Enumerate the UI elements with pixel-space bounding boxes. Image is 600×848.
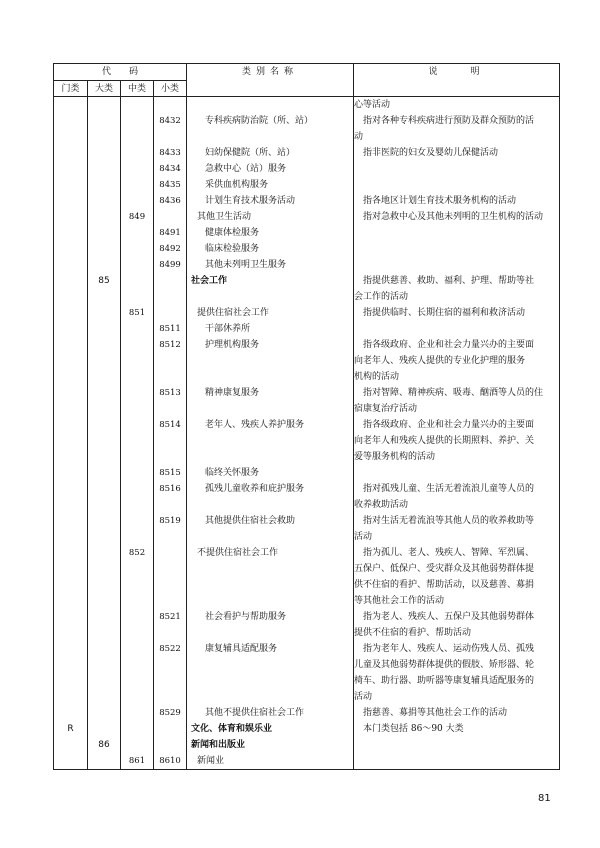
desc-header: 说 明 (354, 64, 560, 97)
category-name: 新闻和出版业 (187, 737, 354, 753)
small-code: 8499 (154, 257, 187, 273)
mid-code (121, 257, 154, 273)
category-name: 不提供住宿社会工作 (187, 545, 354, 609)
big-code (88, 145, 121, 161)
door-code (54, 193, 88, 209)
description-line: 指非医院的妇女及婴幼儿保健活动 (363, 148, 499, 158)
page-number: 81 (538, 793, 551, 804)
category-name: 其他未列明卫生服务 (187, 257, 354, 273)
table-row (54, 753, 560, 770)
table-row (54, 385, 560, 417)
category-name: 社会看护与帮助服务 (187, 609, 354, 641)
mid-header: 中类 (121, 81, 154, 97)
description (354, 481, 560, 513)
description (354, 177, 560, 193)
door-code (54, 545, 88, 609)
small-code: 8610 (154, 753, 187, 770)
mid-code (121, 609, 154, 641)
small-code: 8512 (154, 337, 187, 385)
description (354, 257, 560, 273)
description-line: 爱等服务机构的活动 (354, 452, 436, 462)
description-line: 会工作的活动 (354, 292, 409, 302)
mid-code (121, 737, 154, 753)
description (354, 337, 560, 385)
small-code: 8492 (154, 241, 187, 257)
table-row (54, 257, 560, 273)
category-name: 孤残儿童收养和庇护服务 (187, 481, 354, 513)
description (354, 545, 560, 609)
description-line: 指为孤儿、老人、残疾人、智障、军烈属、 (363, 548, 535, 558)
big-code (88, 257, 121, 273)
table-row (54, 177, 560, 193)
door-code (54, 225, 88, 241)
door-code (54, 273, 88, 305)
category-name: 护理机构服务 (187, 337, 354, 385)
mid-code (121, 193, 154, 209)
category-name: 精神康复服务 (187, 385, 354, 417)
category-name: 康复辅具适配服务 (187, 641, 354, 705)
category-name: 临床检验服务 (187, 241, 354, 257)
table-row (54, 545, 560, 609)
description-line: 提供不住宿的看护、帮助活动 (354, 628, 472, 638)
small-code: 8521 (154, 609, 187, 641)
category-name: 妇幼保健院（所、站） (187, 145, 354, 161)
description-line: 动 (354, 132, 364, 142)
door-code (54, 385, 88, 417)
big-code (88, 465, 121, 481)
description-line: 指对各种专科疾病进行预防及群众预防的活 (363, 116, 535, 126)
mid-code (121, 113, 154, 145)
category-name: 专科疾病防治院（所、站） (187, 113, 354, 145)
mid-code (121, 241, 154, 257)
mid-code (121, 705, 154, 721)
small-code: 8515 (154, 465, 187, 481)
big-code (88, 209, 121, 225)
table-row (54, 705, 560, 721)
description (354, 705, 560, 721)
big-code (88, 721, 121, 737)
small-code: 8513 (154, 385, 187, 417)
big-code (88, 177, 121, 193)
small-code: 8435 (154, 177, 187, 193)
mid-code (121, 513, 154, 545)
description (354, 209, 560, 225)
table-row (54, 609, 560, 641)
small-code (154, 273, 187, 305)
door-code (54, 641, 88, 705)
description (354, 305, 560, 321)
big-code (88, 609, 121, 641)
small-code: 8519 (154, 513, 187, 545)
description (354, 145, 560, 161)
description (354, 273, 560, 305)
door-code (54, 321, 88, 337)
table-row (54, 321, 560, 337)
table-row (54, 161, 560, 177)
description-line: 指对智障、精神疾病、吸毒、酗酒等人员的住 (363, 388, 544, 398)
door-code (54, 465, 88, 481)
description-line: 儿童及其他弱势群体提供的假肢、矫形器、轮 (354, 660, 535, 670)
category-name: 其他提供住宿社会救助 (187, 513, 354, 545)
description-line: 向老年人和残疾人提供的长期照料、养护、关 (354, 436, 535, 446)
big-code (88, 513, 121, 545)
big-code (88, 417, 121, 465)
description (354, 97, 560, 114)
big-code (88, 641, 121, 705)
table-row (54, 465, 560, 481)
description-line: 向老年人、残疾人提供的专业化护理的服务 (354, 356, 526, 366)
description-line: 收养救助活动 (354, 500, 409, 510)
door-code (54, 257, 88, 273)
door-code (54, 177, 88, 193)
mid-code (121, 641, 154, 705)
description (354, 113, 560, 145)
small-code (154, 721, 187, 737)
description-line: 椅车、助行器、助听器等康复辅具适配服务的 (354, 676, 535, 686)
classification-table (53, 63, 560, 770)
big-code (88, 337, 121, 385)
table-row (54, 641, 560, 705)
table-row (54, 113, 560, 145)
category-name: 急救中心（站）服务 (187, 161, 354, 177)
table-row (54, 241, 560, 257)
description-line: 供不住宿的看护、帮助活动，以及慈善、募捐 (354, 580, 535, 590)
category-name: 文化、体育和娱乐业 (187, 721, 354, 737)
category-name: 社会工作 (187, 273, 354, 305)
door-header: 门类 (54, 81, 88, 97)
mid-code (121, 145, 154, 161)
table-row (54, 417, 560, 465)
category-name (187, 97, 354, 114)
description (354, 417, 560, 465)
description-line: 本门类包括 86～90 大类 (363, 724, 464, 734)
table-row (54, 225, 560, 241)
description (354, 161, 560, 177)
mid-code (121, 465, 154, 481)
small-code (154, 545, 187, 609)
big-code (88, 321, 121, 337)
category-name: 采供血机构服务 (187, 177, 354, 193)
description (354, 513, 560, 545)
table-body (54, 97, 560, 770)
door-code (54, 209, 88, 225)
big-code (88, 705, 121, 721)
door-code (54, 161, 88, 177)
mid-code (121, 417, 154, 465)
table-row (54, 193, 560, 209)
table-row (54, 305, 560, 321)
big-code (88, 193, 121, 209)
description-line: 活动 (354, 692, 373, 702)
small-code: 8436 (154, 193, 187, 209)
description-line: 指各地区计划生育技术服务机构的活动 (363, 196, 517, 206)
description (354, 193, 560, 209)
small-code: 8491 (154, 225, 187, 241)
small-code (154, 737, 187, 753)
table-row (54, 97, 560, 114)
big-code (88, 113, 121, 145)
door-code (54, 337, 88, 385)
description (354, 385, 560, 417)
table-row (54, 481, 560, 513)
door-code (54, 737, 88, 753)
description (354, 609, 560, 641)
small-header: 小类 (154, 81, 187, 97)
mid-code: 852 (121, 545, 154, 609)
big-code (88, 97, 121, 114)
door-code (54, 417, 88, 465)
mid-code (121, 721, 154, 737)
category-name: 老年人、残疾人养护服务 (187, 417, 354, 465)
description-line: 心等活动 (354, 100, 391, 110)
big-code (88, 481, 121, 513)
mid-code (121, 321, 154, 337)
description-line: 等其他社会工作的活动 (354, 596, 445, 606)
mid-code (121, 161, 154, 177)
description-line: 指对孤残儿童、生活无着流浪儿童等人员的 (363, 484, 535, 494)
category-name: 临终关怀服务 (187, 465, 354, 481)
big-header: 大类 (88, 81, 121, 97)
door-code (54, 113, 88, 145)
table-row (54, 337, 560, 385)
small-code: 8432 (154, 113, 187, 145)
mid-code (121, 337, 154, 385)
door-code: R (54, 721, 88, 737)
mid-code (121, 481, 154, 513)
category-name: 计划生育技术服务活动 (187, 193, 354, 209)
description (354, 641, 560, 705)
category-name: 新闻业 (187, 753, 354, 770)
small-code: 8514 (154, 417, 187, 465)
small-code: 8511 (154, 321, 187, 337)
description-line: 指对生活无着流浪等其他人员的收养救助等 (363, 516, 535, 526)
big-code (88, 545, 121, 609)
big-code (88, 385, 121, 417)
table-row (54, 145, 560, 161)
description (354, 465, 560, 481)
big-code (88, 225, 121, 241)
door-code (54, 241, 88, 257)
mid-code (121, 225, 154, 241)
description-line: 指各级政府、企业和社会力量兴办的主要面 (363, 340, 535, 350)
code-header: 代 码 (54, 64, 187, 81)
door-code (54, 513, 88, 545)
mid-code (121, 385, 154, 417)
big-code: 85 (88, 273, 121, 305)
description-line: 指各级政府、企业和社会力量兴办的主要面 (363, 420, 535, 430)
category-name: 干部休养所 (187, 321, 354, 337)
door-code (54, 481, 88, 513)
description-line: 指提供临时、长期住宿的福利和救济活动 (363, 308, 526, 318)
description (354, 753, 560, 770)
table-row (54, 209, 560, 225)
description-line: 活动 (354, 532, 373, 542)
table-row (54, 721, 560, 737)
description-line: 五保户、低保户、受灾群众及其他弱势群体提 (354, 564, 535, 574)
mid-code (121, 177, 154, 193)
description (354, 241, 560, 257)
small-code: 8433 (154, 145, 187, 161)
category-name: 健康体检服务 (187, 225, 354, 241)
big-code (88, 161, 121, 177)
category-name: 提供住宿社会工作 (187, 305, 354, 321)
table-header (54, 64, 560, 97)
small-code (154, 305, 187, 321)
description-line: 指为老年人、残疾人、运动伤残人员、孤残 (363, 644, 535, 654)
door-code (54, 305, 88, 321)
small-code: 8522 (154, 641, 187, 705)
table-row (54, 513, 560, 545)
door-code (54, 753, 88, 770)
mid-code (121, 273, 154, 305)
description (354, 321, 560, 337)
table-row (54, 273, 560, 305)
table-row (54, 737, 560, 753)
description (354, 721, 560, 737)
door-code (54, 609, 88, 641)
big-code (88, 305, 121, 321)
big-code (88, 753, 121, 770)
small-code: 8516 (154, 481, 187, 513)
mid-code (121, 97, 154, 114)
door-code (54, 145, 88, 161)
category-name: 其他不提供住宿社会工作 (187, 705, 354, 721)
description-line: 机构的活动 (354, 372, 400, 382)
small-code: 8434 (154, 161, 187, 177)
door-code (54, 97, 88, 114)
description-line: 指慈善、募捐等其他社会工作的活动 (363, 708, 508, 718)
mid-code: 851 (121, 305, 154, 321)
mid-code: 849 (121, 209, 154, 225)
name-header: 类别名称 (187, 64, 354, 97)
description-line: 指对急救中心及其他未列明的卫生机构的活动 (363, 212, 544, 222)
description-line: 宿康复治疗活动 (354, 404, 418, 414)
category-name: 其他卫生活动 (187, 209, 354, 225)
mid-code: 861 (121, 753, 154, 770)
big-code: 86 (88, 737, 121, 753)
big-code (88, 241, 121, 257)
description (354, 737, 560, 753)
door-code (54, 705, 88, 721)
description (354, 225, 560, 241)
small-code: 8529 (154, 705, 187, 721)
small-code (154, 209, 187, 225)
small-code (154, 97, 187, 114)
description-line: 指提供慈善、救助、福利、护理、帮助等社 (363, 276, 535, 286)
description-line: 指为老人、残疾人、五保户及其他弱势群体 (363, 612, 535, 622)
